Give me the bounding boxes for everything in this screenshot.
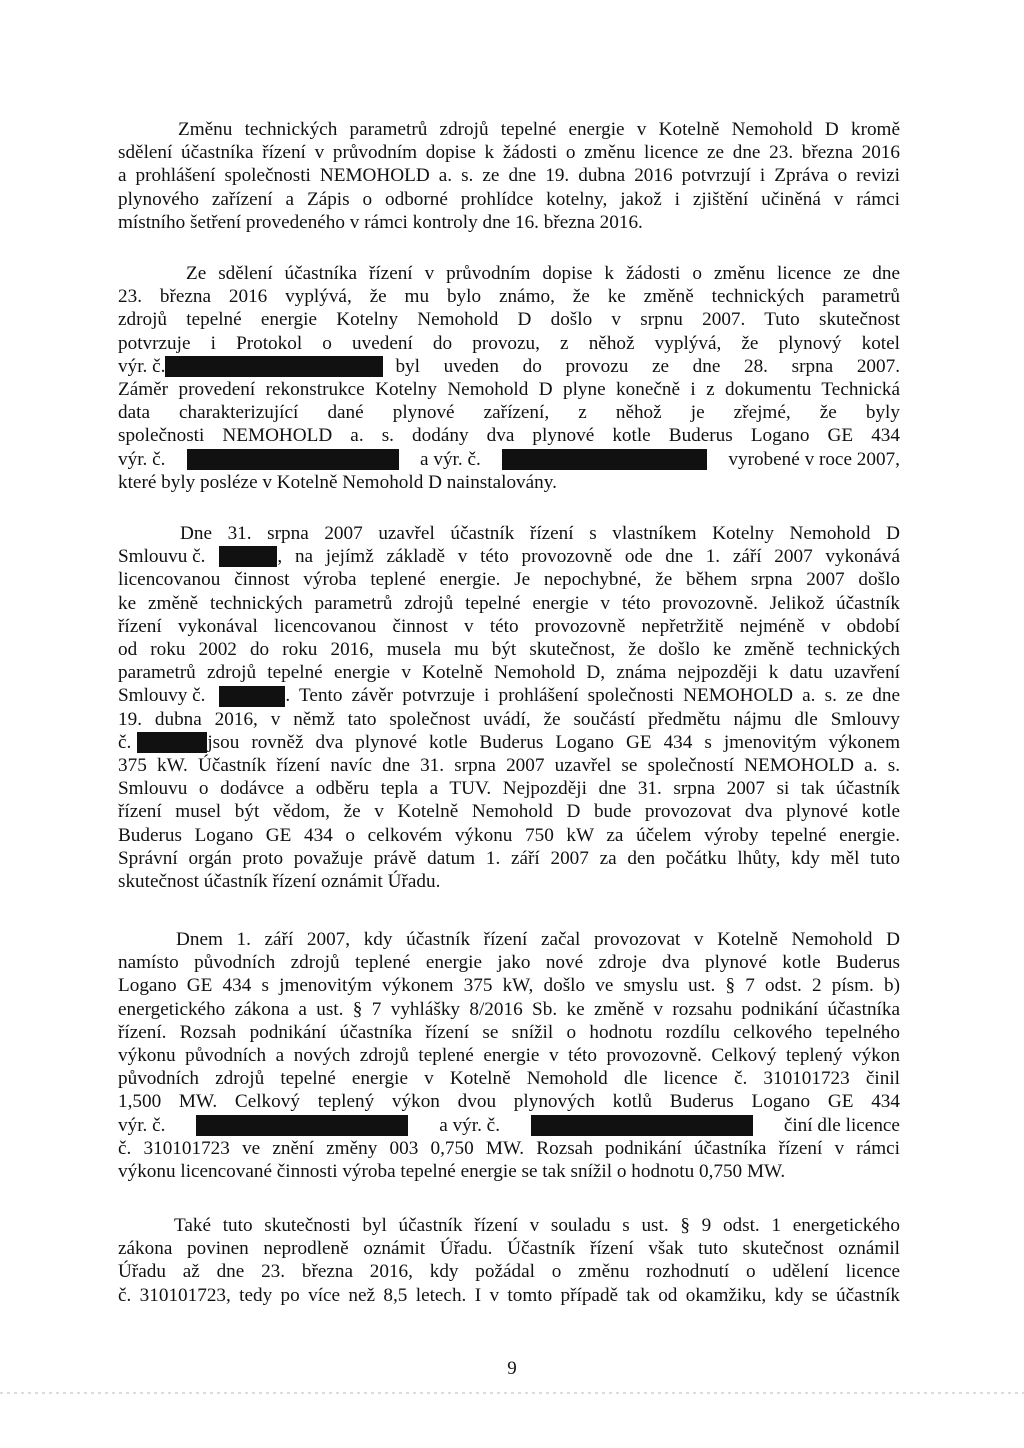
text-line: namísto původních zdrojů teplené energie jako nové zdroje dva plynové kotle Buderus: [118, 952, 900, 974]
text-line: [118, 545, 900, 568]
text-line: Změnu technických parametrů zdrojů tepelné energie v Kotelně Nemohold D kromě: [178, 119, 900, 140]
text-line: výkonu licencované činnosti výroba tepelné energie se tak snížil o hodnotu 0,750 MW.: [118, 1161, 786, 1183]
text-line: výkonu původních a nových zdrojů teplené energie v této provozovně. Celkový teplený výkon: [118, 1045, 900, 1067]
text-fragment: Smlouvy č.: [118, 685, 206, 707]
text-line: řízení. Rozsah podnikání účastníka řízení se snížil o hodnotu rozdílu celkového tepelného: [118, 1021, 900, 1043]
text-line: potvrzuje i Protokol o uvedení do provozu, z něhož vyplývá, že plynový kotel: [118, 332, 900, 354]
text-line: které byly posléze v Kotelně Nemohold D nainstalovány.: [118, 471, 557, 493]
text-line: [118, 684, 900, 707]
redaction-bar: [165, 356, 383, 377]
text-line: licencovanou činnost výroba teplené energie. Je nepochybné, že během srpna 2007 došlo: [118, 569, 900, 591]
text-line: Záměr provedení rekonstrukce Kotelny Nemohold D plyne konečně i z dokumentu Technická: [118, 379, 900, 401]
redaction-bar: [219, 546, 277, 567]
text-line: 375 kW. Účastník řízení navíc dne 31. srpna 2007 uzavřel se společností NEMOHOLD a. s.: [118, 755, 900, 777]
text-fragment: a výr. č.: [420, 448, 481, 470]
text-line: plynového zařízení a Zápis o odborné prohlídce kotelny, jakož i zjištění učiněná v rámci: [118, 188, 900, 210]
text-fragment: výr. č.: [118, 448, 166, 470]
text-fragment: , na jejímž základě v této provozovně ode dne 1. září 2007 vykonává: [277, 546, 900, 568]
text-line: 23. března 2016 vyplývá, že mu bylo známo, že ke změně technických parametrů: [118, 286, 900, 308]
text-line: skutečnost účastník řízení oznámit Úřadu.: [118, 871, 441, 893]
redaction-bar: [187, 449, 399, 470]
text-line: Také tuto skutečnosti byl účastník řízení v souladu s ust. § 9 odst. 1 energetického: [174, 1215, 900, 1236]
text-line: Buderus Logano GE 434 o celkovém výkonu 750 kW za účelem výroby tepelné energie.: [118, 824, 900, 846]
text-line: Ze sdělení účastníka řízení v průvodním dopise k žádosti o změnu licence ze dne: [186, 263, 900, 284]
text-line: společnosti NEMOHOLD a. s. dodány dva plynové kotle Buderus Logano GE 434: [118, 425, 900, 447]
text-line: a prohlášení společnosti NEMOHOLD a. s. ze dne 19. dubna 2016 potvrzují i Zpráva o revizi: [118, 165, 900, 187]
text-fragment: Smlouvu č.: [118, 546, 206, 568]
text-fragment: a výr. č.: [439, 1114, 500, 1136]
text-line: 1,500 MW. Celkový teplený výkon dvou plynových kotlů Buderus Logano GE 434: [118, 1091, 900, 1113]
redaction-bar: [502, 449, 707, 470]
text-line: [118, 731, 900, 754]
text-fragment: činí dle licence: [783, 1114, 900, 1136]
text-line: Úřadu až dne 23. března 2016, kdy požádal o změnu rozhodnutí o udělení licence: [118, 1261, 900, 1283]
text-line: Logano GE 434 s jmenovitým výkonem 375 kW, došlo ve smyslu ust. § 7 odst. 2 písm. b): [118, 975, 900, 997]
text-line: sdělení účastníka řízení v průvodním dopise k žádosti o změnu licence ze dne 23. března 2016: [118, 142, 900, 164]
redaction-bar: [531, 1115, 753, 1136]
paragraph-4: [118, 928, 900, 1183]
text-fragment: . Tento závěr potvrzuje i prohlášení společnosti NEMOHOLD a. s. ze dne: [285, 685, 900, 707]
paragraph-2: [118, 262, 900, 494]
paragraph-3: [118, 522, 900, 893]
text-line: Smlouvu o dodávce a odběru tepla a TUV. Nejpozději dne 31. srpna 2007 si tak účastník: [118, 778, 900, 800]
text-line: ke změně technických parametrů zdrojů tepelné energie v této provozovně. Jelikož účastník: [118, 592, 900, 614]
text-fragment: č.: [118, 731, 132, 753]
text-fragment: výr. č.: [118, 1114, 166, 1136]
text-line: [118, 355, 900, 378]
redaction-bar: [219, 686, 285, 707]
text-line: místního šetření provedeného v rámci kontroly dne 16. března 2016.: [118, 211, 643, 233]
paragraph-1: [118, 118, 900, 234]
text-line: 19. dubna 2016, v němž tato společnost uvádí, že součástí předmětu nájmu dle Smlouvy: [118, 708, 900, 730]
scan-artifact-divider: [0, 1392, 1024, 1394]
text-fragment: výr. č.: [118, 355, 166, 377]
text-line: zákona povinen neprodleně oznámit Úřadu. Účastník řízení však tuto skutečnost oznámil: [118, 1238, 900, 1260]
text-fragment: vyrobené v roce 2007,: [728, 448, 900, 470]
text-line: energetického zákona a ust. § 7 vyhlášky 8/2016 Sb. ke změně v rozsahu podnikání účastníka: [118, 998, 900, 1020]
text-line: Správní orgán proto považuje právě datum 1. září 2007 za den počátku lhůty, kdy měl tuto: [118, 847, 900, 869]
page-number: 9: [507, 1358, 517, 1379]
text-line: č. 310101723, tedy po více než 8,5 letech. I v tomto případě tak od okamžiku, kdy se účastník: [118, 1284, 900, 1306]
text-line: původních zdrojů tepelné energie v Kotelně Nemohold dle licence č. 310101723 činil: [118, 1068, 900, 1090]
text-line: řízení musel být vědom, že v Kotelně Nemohold D bude provozovat dva plynové kotle: [118, 801, 900, 823]
redaction-bar: [137, 732, 207, 753]
text-line: data charakterizující dané plynové zařízení, z něhož je zřejmé, že byly: [118, 402, 900, 424]
text-fragment: byl uveden do provozu ze dne 28. srpna 2007.: [395, 355, 900, 377]
text-line: [118, 448, 900, 471]
text-line: parametrů zdrojů tepelné energie v Kotelně Nemohold D, známa nejpozději k datu uzavření: [118, 662, 900, 684]
text-line: [118, 1114, 900, 1137]
redaction-bar: [196, 1115, 408, 1136]
text-line: řízení vykonával licencovanou činnost v této provozovně nepřetržitě nejméně v období: [118, 615, 900, 637]
text-line: zdrojů tepelné energie Kotelny Nemohold D došlo v srpnu 2007. Tuto skutečnost: [118, 309, 900, 331]
text-fragment: jsou rovněž dva plynové kotle Buderus Logano GE 434 s jmenovitým výkonem: [207, 731, 900, 753]
text-line: Dne 31. srpna 2007 uzavřel účastník řízení s vlastníkem Kotelny Nemohold D: [180, 523, 900, 544]
text-line: č. 310101723 ve znění změny 003 0,750 MW. Rozsah podnikání účastníka řízení v rámci: [118, 1137, 900, 1159]
text-line: od roku 2002 do roku 2016, musela mu být skutečnost, že došlo ke změně technických: [118, 639, 900, 661]
text-line: Dnem 1. září 2007, kdy účastník řízení začal provozovat v Kotelně Nemohold D: [176, 929, 900, 950]
paragraph-5: [118, 1214, 900, 1307]
